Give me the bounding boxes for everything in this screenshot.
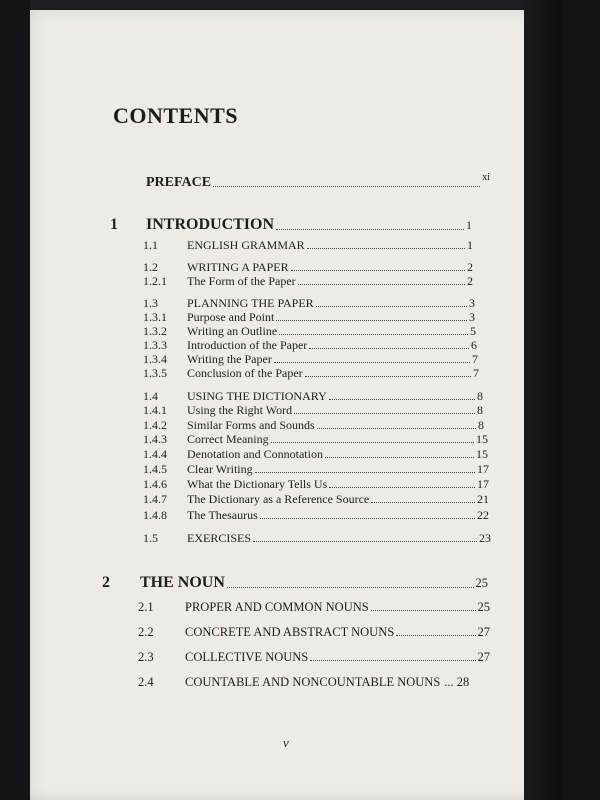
toc-label: Writing the Paper — [187, 352, 272, 366]
toc-number: 1.3.5 — [143, 366, 167, 380]
toc-number: 1.4.2 — [143, 418, 167, 432]
toc-number: 1 — [110, 216, 118, 233]
toc-label: The Dictionary as a Reference Source — [187, 492, 370, 506]
toc-number: 1.4.8 — [143, 508, 167, 522]
toc-page: 7 — [472, 352, 478, 366]
toc-page: 5 — [470, 324, 476, 338]
toc-page: 3 — [469, 310, 475, 324]
leader-dots — [213, 177, 480, 187]
toc-page: 17 — [477, 462, 489, 476]
toc-number: 1.5 — [143, 531, 158, 545]
toc-label: Introduction of the Paper — [187, 338, 308, 352]
toc-label: PREFACE — [146, 175, 212, 190]
toc-number: 1.4.3 — [143, 432, 167, 446]
toc-label: COLLECTIVE NOUNS — [185, 650, 309, 664]
toc-label: THE NOUN — [140, 574, 225, 591]
toc-label: Using the Right Word — [187, 403, 293, 417]
toc-number: 2.1 — [138, 600, 154, 614]
toc-entry — [143, 324, 476, 339]
leader-dots — [291, 261, 465, 271]
toc-label: Correct Meaning — [187, 432, 269, 446]
toc-label: Purpose and Point — [187, 310, 275, 324]
toc-page: 8 — [477, 389, 483, 403]
toc-number: 1.3.3 — [143, 338, 167, 352]
book-edge-top — [30, 0, 562, 10]
toc-label: WRITING A PAPER — [187, 260, 289, 274]
toc-entry — [143, 432, 488, 447]
toc-entry — [143, 238, 473, 253]
toc-number: 1.4.5 — [143, 462, 167, 476]
leader-dots — [371, 601, 476, 611]
toc-entry — [143, 310, 475, 325]
leader-dots — [310, 651, 475, 661]
leader-dots — [317, 419, 476, 429]
toc-entry — [143, 338, 477, 353]
leader-dots — [329, 478, 475, 488]
toc-number: 1.3 — [143, 296, 158, 310]
leader-dots — [253, 532, 477, 542]
toc-label: INTRODUCTION — [146, 216, 275, 233]
leader-dots — [305, 367, 471, 377]
leader-dots — [309, 339, 469, 349]
toc-label: CONCRETE AND ABSTRACT NOUNS — [185, 625, 395, 639]
toc-entry — [143, 389, 483, 404]
toc-number: 2 — [102, 574, 110, 591]
leader-dots — [316, 297, 467, 307]
leader-dots — [276, 217, 464, 230]
toc-label: PROPER AND COMMON NOUNS — [185, 600, 369, 614]
leader-dots — [255, 463, 475, 473]
toc-label: EXERCISES — [187, 531, 252, 545]
leader-dots — [276, 311, 467, 321]
leader-dots — [279, 325, 468, 335]
toc-chapter-2 — [102, 574, 488, 592]
toc-label: USING THE DICTIONARY — [187, 389, 327, 403]
toc-page: 15 — [476, 432, 488, 446]
toc-number: 2.3 — [138, 650, 154, 664]
toc-number: 1.4.6 — [143, 477, 167, 491]
toc-entry — [138, 675, 492, 690]
toc-entry — [143, 477, 489, 492]
toc-label: ENGLISH GRAMMAR — [187, 238, 305, 252]
toc-entry — [143, 447, 488, 462]
toc-entry — [143, 403, 483, 418]
toc-entry — [138, 625, 490, 640]
toc-page: 7 — [473, 366, 479, 380]
toc-page: 25 — [475, 576, 488, 590]
toc-number: 1.2 — [143, 260, 158, 274]
toc-number: 2.4 — [138, 675, 154, 689]
toc-entry — [143, 260, 473, 275]
leader-dots — [371, 493, 475, 503]
toc-entry — [143, 462, 489, 477]
toc-number: 1.4.1 — [143, 403, 167, 417]
toc-page: 17 — [477, 477, 489, 491]
toc-label: Similar Forms and Sounds — [187, 418, 315, 432]
leader-dots — [307, 239, 465, 249]
toc-entry — [143, 418, 484, 433]
toc-page: 6 — [471, 338, 477, 352]
leader-dots — [329, 390, 475, 400]
leader-dots — [294, 404, 475, 414]
page-title: CONTENTS — [113, 103, 239, 128]
toc-page: 8 — [478, 418, 484, 432]
toc-number: 2.2 — [138, 625, 154, 639]
toc-number: 1.2.1 — [143, 274, 167, 288]
toc-page: 3 — [469, 296, 475, 310]
toc-number: 1.4.7 — [143, 492, 167, 506]
toc-entry — [143, 352, 478, 367]
toc-page: xi — [482, 172, 490, 183]
toc-page: 1 — [467, 238, 473, 252]
toc-label: COUNTABLE AND NONCOUNTABLE NOUNS — [185, 675, 441, 689]
page-number: v — [283, 735, 289, 750]
toc-entry — [143, 508, 489, 523]
leader-dots — [274, 353, 470, 363]
toc-page: 23 — [479, 531, 491, 545]
toc-label: Clear Writing — [187, 462, 253, 476]
toc-label: Conclusion of the Paper — [187, 366, 303, 380]
leader-dots — [298, 275, 465, 285]
toc-page: 15 — [476, 447, 488, 461]
toc-page: 8 — [477, 403, 483, 417]
toc-number: 1.3.2 — [143, 324, 167, 338]
toc-entry — [143, 274, 473, 289]
toc-label: The Thesaurus — [187, 508, 258, 522]
toc-preface — [146, 172, 490, 191]
toc-number: 1.4.4 — [143, 447, 167, 461]
leader-dots — [271, 433, 474, 443]
leader-dots — [396, 626, 475, 636]
toc-entry — [143, 492, 489, 507]
toc-entry — [143, 296, 475, 311]
leader-dots — [325, 448, 474, 458]
toc-label: PLANNING THE PAPER — [187, 296, 314, 310]
toc-page: 2 — [467, 260, 473, 274]
toc-page: ... 28 — [444, 675, 470, 689]
toc-page: 21 — [477, 492, 489, 506]
toc-label: What the Dictionary Tells Us — [187, 477, 328, 491]
toc-label: The Form of the Paper — [187, 274, 296, 288]
toc-page: 22 — [477, 508, 489, 522]
toc-page: 2 — [467, 274, 473, 288]
toc-number: 1.4 — [143, 389, 158, 403]
toc-number: 1.3.1 — [143, 310, 167, 324]
book-edge-right — [524, 0, 562, 800]
toc-entry — [138, 600, 490, 615]
toc-page: 25 — [477, 600, 490, 614]
book-page — [30, 0, 562, 800]
toc-label: Denotation and Connotation — [187, 447, 323, 461]
toc-entry — [143, 531, 491, 546]
toc-number: 1.1 — [143, 238, 158, 252]
toc-entry — [138, 650, 490, 665]
toc-entry — [143, 366, 479, 381]
leader-dots — [260, 509, 475, 519]
toc-number: 1.3.4 — [143, 352, 167, 366]
toc-page: 1 — [466, 218, 472, 232]
toc-page: 27 — [477, 625, 490, 639]
toc-chapter-1 — [110, 216, 472, 234]
toc-label: Writing an Outline — [187, 324, 278, 338]
leader-dots — [227, 575, 474, 588]
toc-page: 27 — [477, 650, 490, 664]
